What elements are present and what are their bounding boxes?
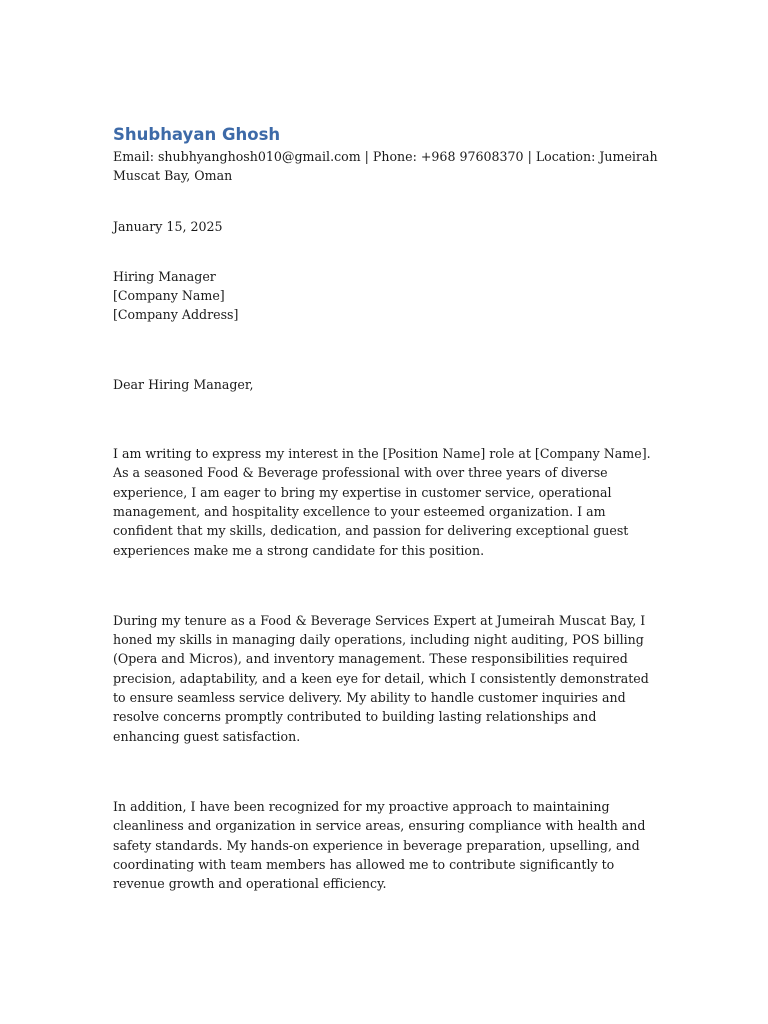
recipient-company: [Company Name] bbox=[113, 288, 225, 304]
sender-name: Shubhayan Ghosh bbox=[113, 125, 281, 144]
recipient-title: Hiring Manager bbox=[113, 268, 216, 284]
letter-content bbox=[113, 124, 661, 893]
body-paragraph-3: In addition, I have been recognized for my proactive approach to maintaining cleanliness and organization in service areas, ensuring compliance with health and safety standards. My hands-on experience in beverage preparation, upselling, and coordinating with team members has allowed me to contribute significantly to revenue growth and operational efficiency. bbox=[113, 798, 646, 892]
letter-date: January 15, 2025 bbox=[113, 218, 223, 234]
body-paragraph-2: During my tenure as a Food & Beverage Services Expert at Jumeirah Muscat Bay, I honed my skills in managing daily operations, including night auditing, POS billing (Opera and Micros), and inventory management. These responsibilities required precision, adaptability, and a keen eye for detail, which I consistently demonstrated to ensure seamless service delivery. My ability to handle customer inquiries and resolve concerns promptly contributed to building lasting relationships and enhancing guest satisfaction. bbox=[113, 612, 649, 744]
contact-line: Email: shubhyanghosh010@gmail.com | Phone: +968 97608370 | Location: Jumeirah Muscat Bay, Oman bbox=[113, 149, 658, 184]
recipient-block bbox=[113, 267, 661, 325]
recipient-address: [Company Address] bbox=[113, 307, 239, 323]
salutation: Dear Hiring Manager, bbox=[113, 376, 254, 392]
body-paragraph-1: I am writing to express my interest in the [Position Name] role at [Company Name]. As a seasoned Food & Beverage professional with over three years of diverse experience, I am eager to bring my expertise in customer service, operational management, and hospitality excellence to your esteemed organization. I am confident that my skills, dedication, and passion for delivering exceptional guest experiences make me a strong candidate for this position. bbox=[113, 446, 651, 558]
